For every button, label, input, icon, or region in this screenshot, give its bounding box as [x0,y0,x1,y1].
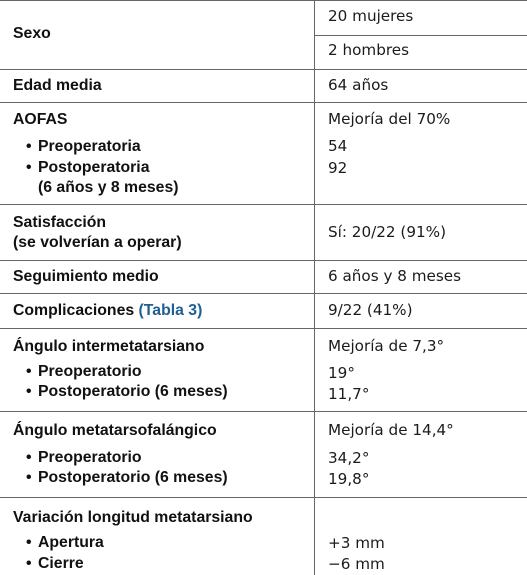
angulo-metatarsofalangico-preop-value: 34,2° [328,449,370,467]
sexo-women-value: 20 mujeres [328,7,414,25]
seguimiento-label: Seguimiento medio [13,268,159,285]
tabla-3-link[interactable]: (Tabla 3) [138,302,203,319]
aofas-preop-label: • Preoperatoria [38,139,141,155]
row-satisfaccion [0,205,527,261]
angulo-intermetatarsiano-preop-value: 19° [328,364,355,382]
angulo-metatarsofalangico-label: Ángulo metatarsofalángico [13,422,217,439]
aofas-summary: Mejoría del 70% [328,110,451,128]
aofas-postop-value: 92 [328,159,348,177]
angulo-intermetatarsiano-postop-label: • Postoperatorio (6 meses) [38,384,228,400]
edad-value: 64 años [328,76,389,94]
aofas-label: AOFAS [13,111,68,128]
angulo-metatarsofalangico-postop-label: • Postoperatorio (6 meses) [38,470,228,486]
angulo-intermetatarsiano-preop-label: • Preoperatorio [38,364,142,380]
satisfaccion-label-line-1: Satisfacción [13,214,107,231]
angulo-intermetatarsiano-summary: Mejoría de 7,3° [328,337,445,355]
row-edad [0,70,527,103]
angulo-intermetatarsiano-postop-value: 11,7° [328,385,370,403]
edad-label: Edad media [13,77,102,94]
variacion-apertura-label: • Apertura [38,535,104,551]
complicaciones-label-wrap [13,303,202,319]
row-angulo-metatarsofalangico [0,412,527,498]
variacion-label: Variación longitud metatarsiano [13,509,253,526]
angulo-metatarsofalangico-postop-value: 19,8° [328,470,370,488]
row-sexo [0,1,527,70]
variacion-cierre-value: −6 mm [328,555,385,573]
satisfaccion-value: Sí: 20/22 (91%) [328,223,447,241]
angulo-intermetatarsiano-label: Ángulo intermetatarsiano [13,338,205,355]
complicaciones-value: 9/22 (41%) [328,301,413,319]
satisfaccion-label-line-2: (se volverían a operar) [13,234,182,251]
sexo-label: Sexo [13,25,51,42]
row-seguimiento [0,261,527,294]
angulo-metatarsofalangico-summary: Mejoría de 14,4° [328,421,454,439]
aofas-subnote: (6 años y 8 meses) [38,179,179,196]
row-angulo-intermetatarsiano [0,329,527,412]
aofas-preop-value: 54 [328,137,348,155]
seguimiento-value: 6 años y 8 meses [328,267,462,285]
aofas-postop-label: • Postoperatoria [38,160,149,176]
angulo-metatarsofalangico-preop-label: • Preoperatorio [38,450,142,466]
row-aofas [0,103,527,205]
variacion-apertura-value: +3 mm [328,534,385,552]
row-complicaciones [0,294,527,329]
variacion-cierre-label: • Cierre [38,556,84,572]
row-variacion [0,498,527,575]
sexo-men-value: 2 hombres [328,41,410,59]
complicaciones-label: Complicaciones [13,302,135,319]
